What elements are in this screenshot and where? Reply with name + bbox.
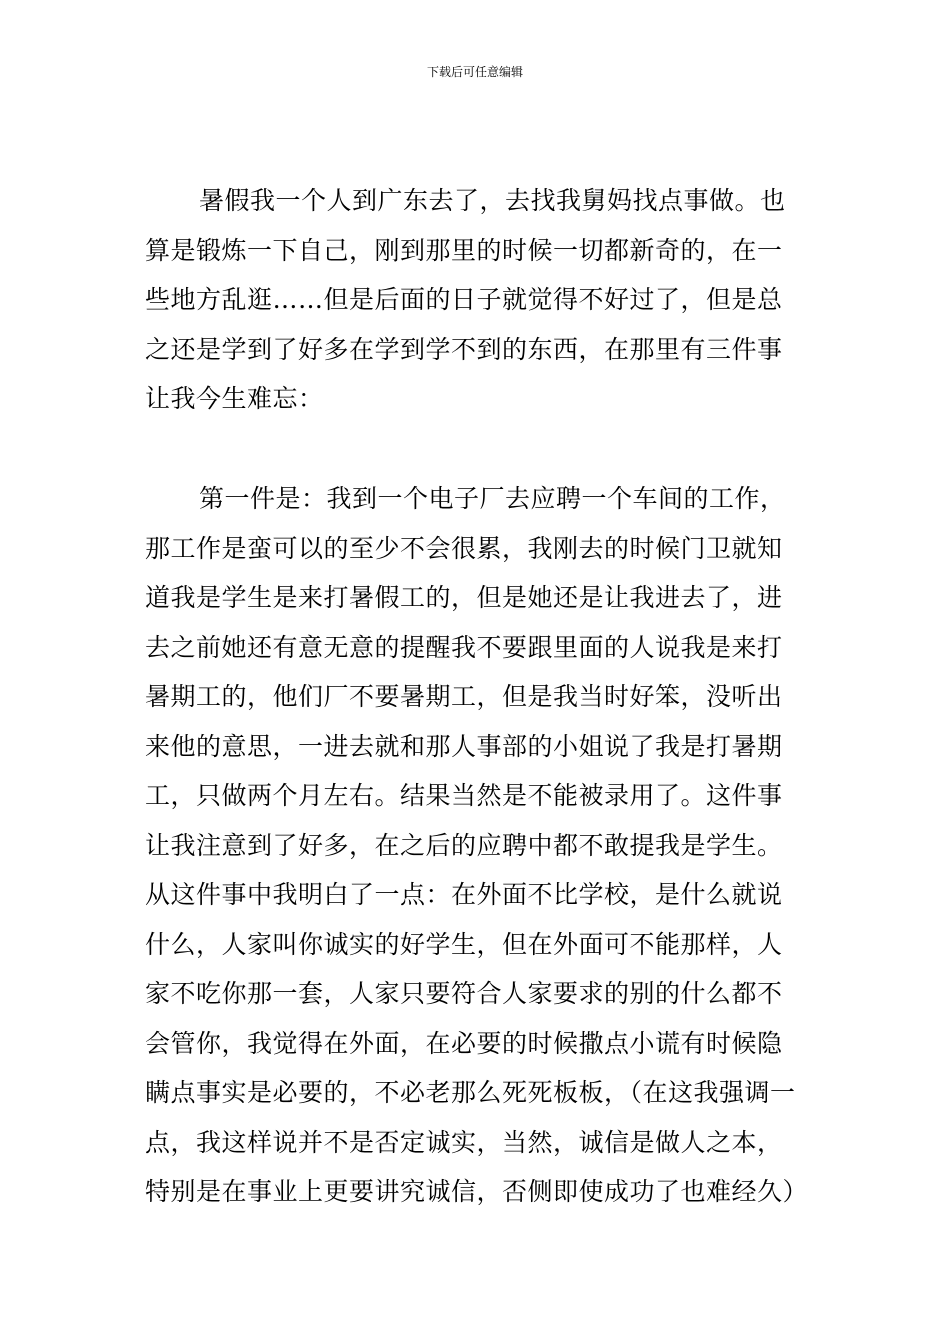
paragraph-line: 那工作是蛮可以的至少不会很累，我刚去的时候门卫就知 (145, 533, 783, 563)
paragraph-line: 来他的意思，一进去就和那人事部的小姐说了我是打暑期 (145, 731, 783, 761)
paragraph-line: 瞒点事实是必要的，不必老那么死死板板，（在这我强调一 (145, 1078, 796, 1107)
header-note: 下载后可任意编辑 (426, 65, 523, 79)
paragraph-line: 道我是学生是来打暑假工的，但是她还是让我进去了，进 (145, 583, 783, 612)
paragraph-line: 些地方乱逛……但是后面的日子就觉得不好过了，但是总 (145, 285, 783, 314)
paragraph-line: 什么，人家叫你诚实的好学生，但在外面可不能那样，人 (145, 929, 783, 959)
paragraph-line: 让我今生难忘： (145, 384, 324, 413)
paragraph-line: 点，我这样说并不是否定诚实，当然，诚信是做人之本， (145, 1127, 783, 1157)
paragraph-1 (145, 176, 805, 424)
paragraph-line: 让我注意到了好多，在之后的应聘中都不敢提我是学生。 (145, 830, 783, 860)
paragraph-line: 特别是在事业上更要讲究诚信，否侧即使成功了也难经久） (145, 1177, 809, 1206)
paragraph-line: 之还是学到了好多在学到学不到的东西，在那里有三件事 (145, 334, 783, 364)
paragraph-line: 从这件事中我明白了一点：在外面不比学校，是什么就说 (145, 880, 783, 909)
paragraph-line: 第一件是：我到一个电子厂去应聘一个车间的工作， (199, 484, 786, 513)
paragraph-line: 暑假我一个人到广东去了，去找我舅妈找点事做。也 (199, 186, 786, 215)
paragraph-line: 会管你，我觉得在外面，在必要的时候撒点小谎有时候隐 (145, 1028, 783, 1058)
paragraph-2 (145, 474, 809, 1217)
paragraph-line: 去之前她还有意无意的提醒我不要跟里面的人说我是来打 (145, 632, 783, 662)
paragraph-line: 工，只做两个月左右。结果当然是不能被录用了。这件事 (145, 781, 783, 810)
paragraph-line: 算是锻炼一下自己，刚到那里的时候一切都新奇的，在一 (145, 235, 783, 265)
paragraph-line: 家不吃你那一套，人家只要符合人家要求的别的什么都不 (145, 979, 783, 1008)
paragraph-line: 暑期工的，他们厂不要暑期工，但是我当时好笨，没听出 (145, 682, 783, 711)
